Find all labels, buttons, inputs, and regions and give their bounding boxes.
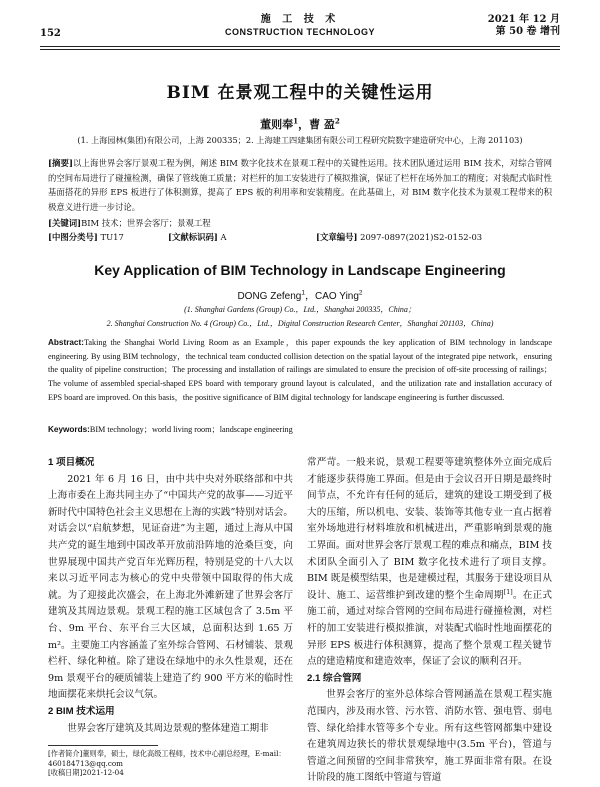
section-2-heading: 2 BIM 技术运用 [48,705,115,717]
section-1-paragraph: 2021 年 6 月 16 日，由中共中央对外联络部和中共上海市委在上海共同主办了“中国共产党的故事——习近平新时代中国特色社会主义思想在上海的实践”特别对话会。对话会以“启航梦想，见证奋进”为主题，通过上海从中国共产党的诞生地到中国改革开放前沿阵地的沧桑巨变，向世界展现中国共产党百年光辉历程，特别是党的十八大以来以习近平同志为核心的党中央带领中国取得的伟大成就。为了迎接此次盛会，在上海北外滩新建了世界会客厅建筑及其周边景观。景观工程的施工区域包含了 3.5m 平台、9m 平台、东平台三大区域，总面积达到 1.65 万 m²。主要施工内容涵盖了室外综合管网、石材铺装、景观栏杆、绿化种植。除了建设在绿地中的永久性景观，还在 9m 景观平台的硬质铺装上建造了约 900 平方米的临时性地面摆花来烘托会议气氛。 [48,473,293,701]
keywords-en-text: BIM technology；world living room；landscape engineering [89,425,293,434]
issue-info [488,14,560,38]
keywords-cn [48,217,552,229]
author-2-en: ，CAO Ying [305,291,359,302]
affiliation-en-2: 2. Shanghai Construction No. 4 (Group) Co.，Ltd.，Digital Construction Research Center，Shanghai 201103，China) [106,319,494,328]
classification-row [48,231,552,243]
author-bio-text: 董则奉，硕士，绿化高级工程师，技术中心副总经理，E-mail：460184713@qq.com [48,749,286,768]
abstract-en-label: Abstract: [48,338,84,347]
received-date [48,768,293,778]
author-2-cn: ，曹 盈 [298,118,335,131]
journal-name-en: CONSTRUCTION TECHNOLOGY [225,27,375,37]
article-value: 2097-0897(2021)S2-0152-03 [360,232,483,242]
author-2-en-mark: 2 [358,289,363,297]
abstract-cn [48,156,552,214]
authors-cn [0,116,600,132]
author-1-affil-mark: 1 [293,116,299,126]
doc-value: A [220,232,227,242]
volume-issue: 第 50 卷 增刊 [495,26,560,37]
right-paragraph-1 [307,455,552,671]
article-label: [文章编号] [316,232,358,242]
authors-en [0,287,600,302]
running-head [40,14,560,48]
section-2-1-paragraph: 世界会客厅的室外总体综合管网涵盖在景观工程实施范围内，涉及雨水管、污水管、消防水管、强电管、弱电管、绿化给排水管等多个专业。所有这些管网都集中建设在建筑周边狭长的带状景观绿地中(3.5m 平台)，管道与管道之间预留的空间非常狭窄，施工界面非常有限。在设计阶段的施工图纸中管道与管道 [307,689,552,784]
paper-title-en: Key Application of BIM Technology in Landscape Engineering [94,262,506,278]
section-2-paragraph: 世界会客厅建筑及其周边景观的整体建造工期非 [67,722,269,734]
footnote [48,749,293,778]
clc-value: TU17 [100,232,124,242]
author-1-cn: 董则奉 [260,118,294,131]
doc-label: [文献标识码] [168,232,218,242]
affiliation-en-1: (1. Shanghai Gardens (Group) Co.，Ltd.，Shanghai 200335，China； [184,305,416,314]
issue-date: 2021 年 12 月 [487,14,560,25]
right-paragraph-1b-text: 。在正式施工前，通过对综合管网的空间布局进行碰撞检测，对栏杆的加工安装进行模拟推演，对装配式临时性地面摆花的异形 EPS 板进行体积测算，提高了整个景观工程关键节点的建造精度和建造效率，保证了会议的顺利召开。 [307,589,552,668]
page-number: 152 [40,28,61,39]
journal-name-cn: 施 工 技 术 [260,14,340,25]
abstract-cn-text: 以上海世界会客厅景观工程为例，阐述 BIM 数字化技术在景观工程中的关键性运用。技术团队通过运用 BIM 技术，对综合管网的空间布局进行了碰撞检测，确保了管线施工质量；对栏杆的加工安装进行了模拟推演，保证了栏杆在场外加工的精度；对装配式临时性基面搭花的异形 EPS 板进行了体积测算，提高了 EPS 板的利用率和安装精度。在此基础上，对 BIM 数字化技术为景观工程带来的积极意义进行进一步讨论。 [48,158,552,212]
author-bio-label: [作者简介] [48,749,83,758]
right-paragraph-1-text: 常严苛。一般来说，景观工程要等建筑整体外立面完成后才能逐步获得施工界面。但是由于会议召开日期是最终时间节点，不允许有任何的延后，建筑的建设工期受到了极大的压缩，所以机电、安装、装饰等其他专业一直占据着室外场地进行材料堆放和机械进出，严重影响到景观的施工界面。面对世界会客厅景观工程的难点和痛点，BIM 技术团队全面引入了 BIM 数字化技术进行了项目支撑。BIM 既是模型结果，也是建模过程，其服务于建设项目从设计、施工、运营维护到改建的整个生命周期 [307,457,552,601]
header-rule-thin [40,49,560,50]
journal-name [40,14,560,38]
abstract-en-text: Taking the Shanghai World Living Room as an Example，this paper expounds the key application of BIM technology in landscape engineering. By using BIM technology，the technical team conducted collision detection on the spatial layout of the integrated pipe network，ensuring the quality of pipeline construction；The processing and installation of railings are simulated to ensure the precision of off-site processing of railings；The volume of assembled special-shaped EPS board with temporary ground layout is calculated，and the utilization rate and installation accuracy of EPS board are improved. On this basis，the positive significance of BIM digital technology for landscape engineering is further discussed. [48,338,552,402]
clc-number [48,231,124,243]
author-bio [48,749,293,768]
header-rule [40,46,560,47]
footnote-rule [48,745,158,746]
affiliations-cn: (1. 上海园林(集团)有限公司，上海 200335；2. 上海建工四建集团有限公司工程研究院数字建造研究中心，上海 201103) [77,135,523,145]
document-code [168,231,227,243]
keywords-en-label: Keywords: [48,425,90,434]
author-1-en: DONG Zefeng [237,291,302,302]
clc-label: [中图分类号] [48,232,98,242]
body-column-left [48,455,293,737]
keywords-en [48,424,552,435]
keywords-cn-label: [关键词] [48,218,82,228]
section-1-heading: 1 项目概况 [48,457,95,468]
abstract-en [48,336,552,405]
keywords-cn-text: BIM 技术；世界会客厅；景观工程 [81,218,211,228]
author-2-affil-mark: 2 [334,116,340,126]
citation-ref[interactable]: [1] [503,588,513,596]
body-column-right [307,455,552,787]
abstract-cn-label: [摘要] [48,158,73,168]
author-1-en-mark: 1 [301,289,305,297]
section-2-1-heading: 2.1 综合管网 [307,672,362,684]
article-number [316,231,482,243]
received-date-label: [收稿日期] [48,768,83,777]
received-date-text: 2021-12-04 [82,768,124,777]
paper-title-cn: BIM 在景观工程中的关键性运用 [166,83,434,103]
